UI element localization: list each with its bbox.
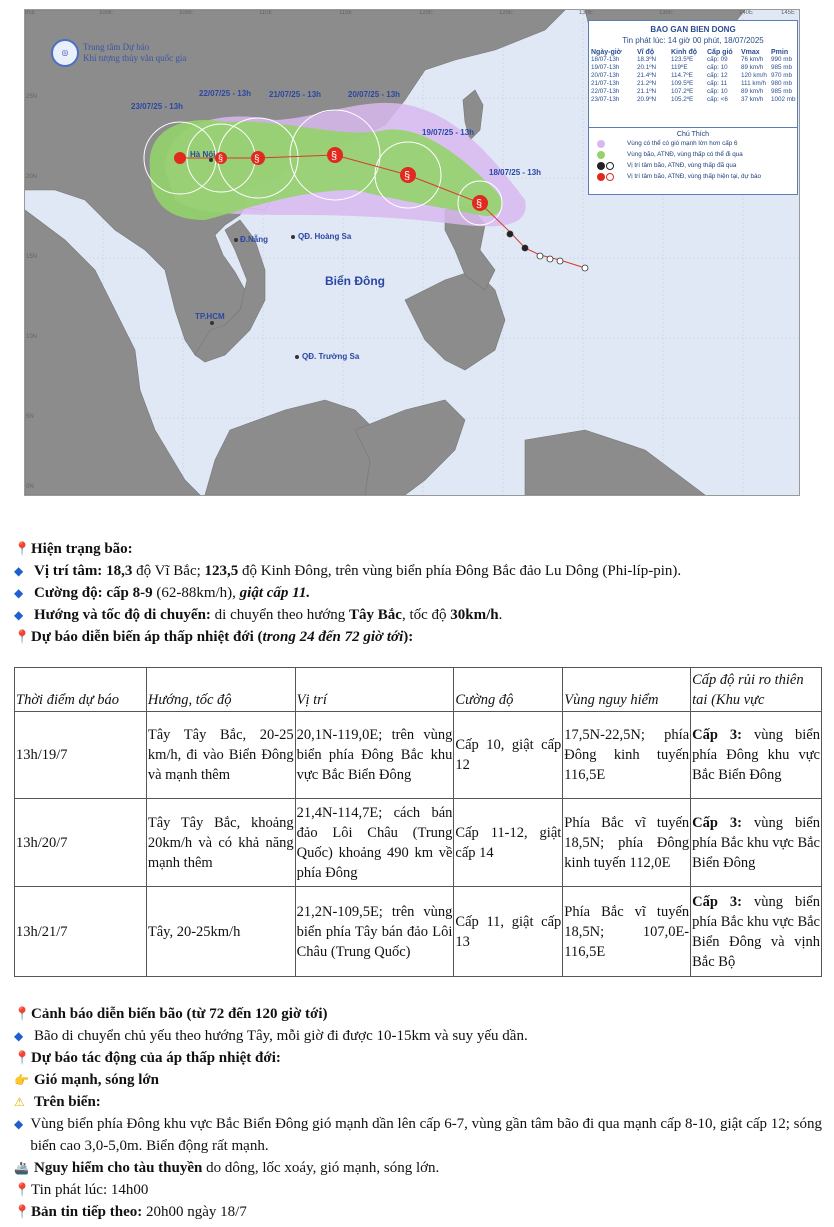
legend-cell: 21.2ºN (637, 80, 657, 87)
ship-danger-label: Nguy hiểm cho tàu thuyền (34, 1160, 203, 1176)
green-zone-icon (597, 151, 605, 159)
legend-cell: 76 km/h (741, 56, 764, 63)
lon-tick: 135E (659, 10, 674, 16)
lat-tick: 0N (26, 484, 34, 490)
issued-time: Tin phát lúc: 14h00 (31, 1182, 149, 1198)
legend-cell: 120 km/h (741, 72, 767, 79)
svg-text:§: § (404, 170, 411, 182)
agency-name-line1: Trung tâm Dự báo (83, 42, 150, 52)
agency-logo-block (51, 39, 186, 67)
date-label: 19/07/25 - 13h (422, 128, 475, 137)
lat-tick: 10N (26, 334, 38, 340)
diamond-icon: ◆ (14, 564, 24, 578)
key-label: Vùng bão, ATNĐ, vùng thấp có thể đi qua (627, 151, 743, 158)
lat-tick: 25N (26, 94, 38, 100)
pin-icon: 📍 (14, 1204, 31, 1219)
date-label: 20/07/25 - 13h (348, 90, 401, 99)
lon-tick: 100E (99, 10, 114, 16)
legend-cell: cấp: 11 (707, 80, 728, 87)
legend-cell: 107.2ºE (671, 88, 694, 95)
lon-tick: 115E (339, 10, 353, 16)
legend-cell: 105.2ºE (671, 96, 694, 103)
table-cell: Cấp 10, giật cấp 12 (454, 712, 563, 799)
table-cell: 21,2N-109,5E; trên vùng biển phía Tây bán đảo Lôi Châu (Trung Quốc) (295, 887, 454, 977)
table-row (15, 887, 822, 977)
intensity-label: Cường độ: (34, 585, 103, 601)
movement-direction: Tây Bắc (349, 607, 402, 623)
legend-header: Kinh độ (671, 49, 698, 56)
legend-row (589, 72, 797, 80)
lat-tick: 5N (26, 414, 34, 420)
legend-cell: 89 km/h (741, 64, 764, 71)
storm-legend-table (588, 20, 798, 134)
legend-header: Pmin (771, 49, 789, 56)
legend-cell: 22/07-13h (591, 88, 620, 95)
table-cell: 17,5N-22,5N; phía Đông kinh tuyến 116,5E (563, 712, 691, 799)
table-cell: Phía Bắc vĩ tuyến 18,5N; 107,0E-116,5E (563, 887, 691, 977)
risk-area: vùng biển phía Bắc khu vực Bắc Biển Đông (692, 814, 820, 871)
legend-cell: 990 mb (771, 56, 793, 63)
svg-text:§: § (476, 198, 483, 210)
legend-header: Vĩ độ (637, 49, 655, 56)
intensity-gust: giật cấp 11. (239, 585, 311, 601)
risk-level: Cấp 3: (692, 727, 743, 743)
intensity-range: (62-88km/h), (152, 585, 240, 601)
table-header-row (15, 668, 822, 712)
place-danang: Đ.Nẵng (240, 235, 268, 244)
diamond-icon: ◆ (14, 1029, 24, 1043)
legend-cell: 985 mb (771, 88, 793, 95)
table-cell: Tây Tây Bắc, khoảng 20km/h và có khả năng mạnh thêm (146, 799, 295, 887)
table-cell: Cấp 11-12, giật cấp 14 (454, 799, 563, 887)
legend-cell: 21.1ºN (637, 88, 657, 95)
table-cell: Phía Bắc vĩ tuyến 18,5N; phía Đông kinh tuyến 112,0E (563, 799, 691, 887)
legend-cell: 109.5ºE (671, 80, 694, 87)
lon-tick: 140E (739, 10, 754, 16)
legend-title: BAO GAN BIEN DONG (650, 25, 736, 34)
legend-cell: 123.5ºE (671, 56, 694, 63)
table-header: Vị trí (295, 668, 454, 712)
risk-area: vùng biển phía Đông khu vực Bắc Biển Đông (692, 727, 820, 783)
legend-cell: 119ºE (671, 64, 688, 71)
table-cell: Cấp 11, giật cấp 13 (454, 887, 563, 977)
legend-cell: cấp: 09 (707, 56, 728, 63)
pin-icon: 📍 (14, 1006, 31, 1021)
legend-cell: 89 km/h (741, 88, 764, 95)
movement-text: . (498, 607, 503, 623)
past-storm-icon (597, 162, 605, 170)
sea-heading: Trên biển: (34, 1094, 101, 1110)
lat-tick: 15N (26, 254, 38, 260)
lon-tick: 110E (259, 10, 273, 16)
movement-text: di chuyển theo hướng (210, 607, 350, 623)
movement-label: Hướng và tốc độ di chuyển: (34, 607, 211, 623)
legend-cell: cấp: <6 (707, 96, 728, 103)
legend-cell: 18.3ºN (637, 56, 657, 63)
legend-cell: cấp: 12 (707, 72, 728, 79)
movement-speed: 30km/h (450, 607, 499, 623)
pin-icon: 📍 (14, 1050, 31, 1065)
place-hanoi: Hà Nội (190, 150, 216, 159)
date-label: 21/07/25 - 13h (269, 90, 322, 99)
table-cell: 20,1N-119,0E; trên vùng biển phía Đông Bắc khu vực Bắc Biển Đông (295, 712, 454, 799)
legend-row (589, 80, 797, 88)
key-label: Vị trí tâm bão, ATNĐ, vùng thấp hiện tại, dự báo (627, 173, 761, 180)
legend-cell: 111 km/h (741, 80, 766, 87)
table-cell: 13h/20/7 (15, 799, 147, 887)
key-label: Vùng có thể có gió mạnh lớn hơn cấp 6 (627, 140, 738, 147)
legend-row (589, 56, 797, 64)
warning-text: Bão di chuyển chủ yếu theo hướng Tây, mỗi giờ đi được 10-15km và suy yếu dần. (34, 1028, 528, 1044)
next-bulletin-label: Bản tin tiếp theo: (31, 1204, 143, 1220)
svg-text:§: § (218, 153, 224, 163)
position-lon: 123,5 (204, 563, 239, 579)
current-storm-icon (597, 173, 605, 181)
forecast-heading: Dự báo diễn biến áp thấp nhiệt đới ( (31, 629, 263, 645)
warnings-section (14, 1003, 826, 1223)
table-row (15, 712, 822, 799)
lon-tick: 105E (179, 10, 194, 16)
place-truongsa: QĐ. Trường Sa (302, 352, 360, 361)
impact-heading: Dự báo tác động của áp thấp nhiệt đới: (31, 1050, 281, 1066)
table-cell: 21,4N-114,7E; cách bán đảo Lôi Châu (Trung Quốc) khoảng 490 km về phía Đông (295, 799, 454, 887)
table-cell: Tây, 20-25km/h (146, 887, 295, 977)
table-cell (691, 799, 822, 887)
legend-cell: 20/07-13h (591, 72, 620, 79)
lon-tick: 125E (499, 10, 514, 16)
legend-cell: 18/07-13h (591, 56, 620, 63)
legend-header: Vmax (741, 49, 760, 56)
past-low-icon (606, 162, 614, 170)
table-header: Cấp độ rủi ro thiên tai (Khu vực (691, 668, 822, 712)
table-header: Hướng, tốc độ (146, 668, 295, 712)
legend-cell: 21/07-13h (591, 80, 620, 87)
risk-level: Cấp 3: (692, 893, 743, 910)
pin-icon: 📍 (14, 541, 31, 556)
key-row (597, 160, 797, 171)
key-label: Vị trí tâm bão, ATNĐ, vùng thấp đã qua (627, 162, 737, 169)
ship-icon: 🚢 (14, 1161, 29, 1175)
movement-text: , tốc độ (401, 607, 451, 623)
forecast-table (14, 667, 822, 977)
wind-heading: Gió mạnh, sóng lớn (34, 1072, 160, 1088)
legend-cell: 970 mb (771, 72, 793, 79)
table-header: Thời điểm dự báo (15, 668, 147, 712)
risk-area: vùng biển phía Bắc khu vực Bắc Biển Đông và vịnh Bắc Bộ (692, 893, 820, 970)
next-bulletin-time: 20h00 ngày 18/7 (142, 1204, 247, 1220)
agency-logo: ◎ (51, 39, 79, 67)
table-cell: 13h/19/7 (15, 712, 147, 799)
position-label: Vị trí tâm: (34, 563, 103, 579)
legend-cell: 20.9ºN (637, 96, 657, 103)
legend-row (589, 96, 797, 104)
legend-header: Cấp gió (707, 49, 733, 56)
svg-text:§: § (331, 150, 338, 162)
legend-header-row (589, 49, 797, 56)
diamond-icon: ◆ (14, 608, 24, 622)
table-cell (691, 712, 822, 799)
sea-text: Vùng biển phía Đông khu vực Bắc Biển Đông gió mạnh dần lên cấp 6-7, vùng gần tâm bão đi qua mạnh cấp 8-10, giật cấp 12; sóng biển cao 3,0-5,0m. Biển động rất mạnh. (30, 1116, 823, 1154)
lon-tick: 95E (25, 10, 36, 16)
legend-cell: cấp: 10 (707, 64, 728, 71)
legend-cell: 37 km/h (741, 96, 764, 103)
pin-icon: 📍 (14, 1182, 31, 1197)
legend-cell: 1002 mb (771, 96, 796, 103)
legend-cell: cấp: 10 (707, 88, 728, 95)
position-text: độ Kinh Đông, trên vùng biển phía Đông Bắc đảo Lu Dông (Phi-líp-pin). (238, 563, 682, 579)
forecast-heading: ): (403, 629, 414, 645)
position-lat: 18,3 (106, 563, 133, 579)
legend-cell: 980 mb (771, 80, 793, 87)
table-row (15, 799, 822, 887)
place-hoangsa: QĐ. Hoàng Sa (298, 232, 352, 241)
diamond-icon: ◆ (14, 586, 24, 600)
table-cell: Tây Tây Bắc, 20-25 km/h, đi vào Biển Đông và mạnh thêm (146, 712, 295, 799)
forecast-low-icon (606, 173, 614, 181)
svg-text:§: § (254, 154, 260, 165)
key-row (597, 138, 797, 149)
lon-tick: 120E (419, 10, 434, 16)
date-label: 22/07/25 - 13h (199, 89, 252, 98)
intensity-value: cấp 8-9 (106, 585, 153, 601)
key-title: Chú Thích (676, 131, 710, 138)
lon-tick: 130E (579, 10, 594, 16)
position-text: độ Vĩ Bắc; (132, 563, 205, 579)
storm-track-map (24, 9, 800, 496)
map-key (588, 127, 798, 195)
legend-cell: 19/07-13h (591, 64, 620, 71)
warning-heading: Cảnh báo diễn biến bão (từ 72 đến 120 giờ tới) (31, 1006, 328, 1022)
table-header: Vùng nguy hiểm (563, 668, 691, 712)
key-row (597, 171, 797, 182)
ship-danger-text: do dông, lốc xoáy, gió mạnh, sóng lớn. (202, 1160, 440, 1176)
key-row (597, 149, 797, 160)
date-label: 18/07/25 - 13h (489, 168, 542, 177)
legend-cell: 985 mb (771, 64, 793, 71)
date-label: 23/07/25 - 13h (131, 102, 184, 111)
table-header: Cường độ (454, 668, 563, 712)
legend-issued: Tin phát lúc: 14 giờ 00 phút, 18/07/2025 (622, 36, 764, 45)
diamond-icon: ◆ (14, 1117, 24, 1131)
agency-name-line2: Khí tượng thủy văn quốc gia (83, 53, 187, 63)
pin-icon: 📍 (14, 629, 31, 644)
storm-status (14, 538, 826, 648)
legend-cell: 21.4ºN (637, 72, 657, 79)
legend-cell: 114.7ºE (671, 72, 693, 79)
place-hcm: TP.HCM (195, 312, 225, 321)
legend-header: Ngày-giờ (591, 49, 622, 56)
warning-icon: ⚠ (14, 1095, 25, 1109)
risk-level: Cấp 3: (692, 814, 743, 831)
forecast-heading-period: trong 24 đến 72 giờ tới (262, 629, 404, 645)
lon-tick: 145E (781, 10, 796, 16)
legend-row (589, 64, 797, 72)
sea-label: Biển Đông (325, 274, 385, 288)
table-cell (691, 887, 822, 977)
table-cell: 13h/21/7 (15, 887, 147, 977)
lat-tick: 20N (26, 174, 38, 180)
legend-cell: 20.1ºN (637, 64, 657, 71)
status-heading: Hiện trạng bão: (31, 541, 133, 557)
legend-cell: 23/07-13h (591, 96, 620, 103)
pointing-hand-icon: 👉 (14, 1073, 29, 1087)
purple-zone-icon (597, 140, 605, 148)
legend-row (589, 88, 797, 96)
